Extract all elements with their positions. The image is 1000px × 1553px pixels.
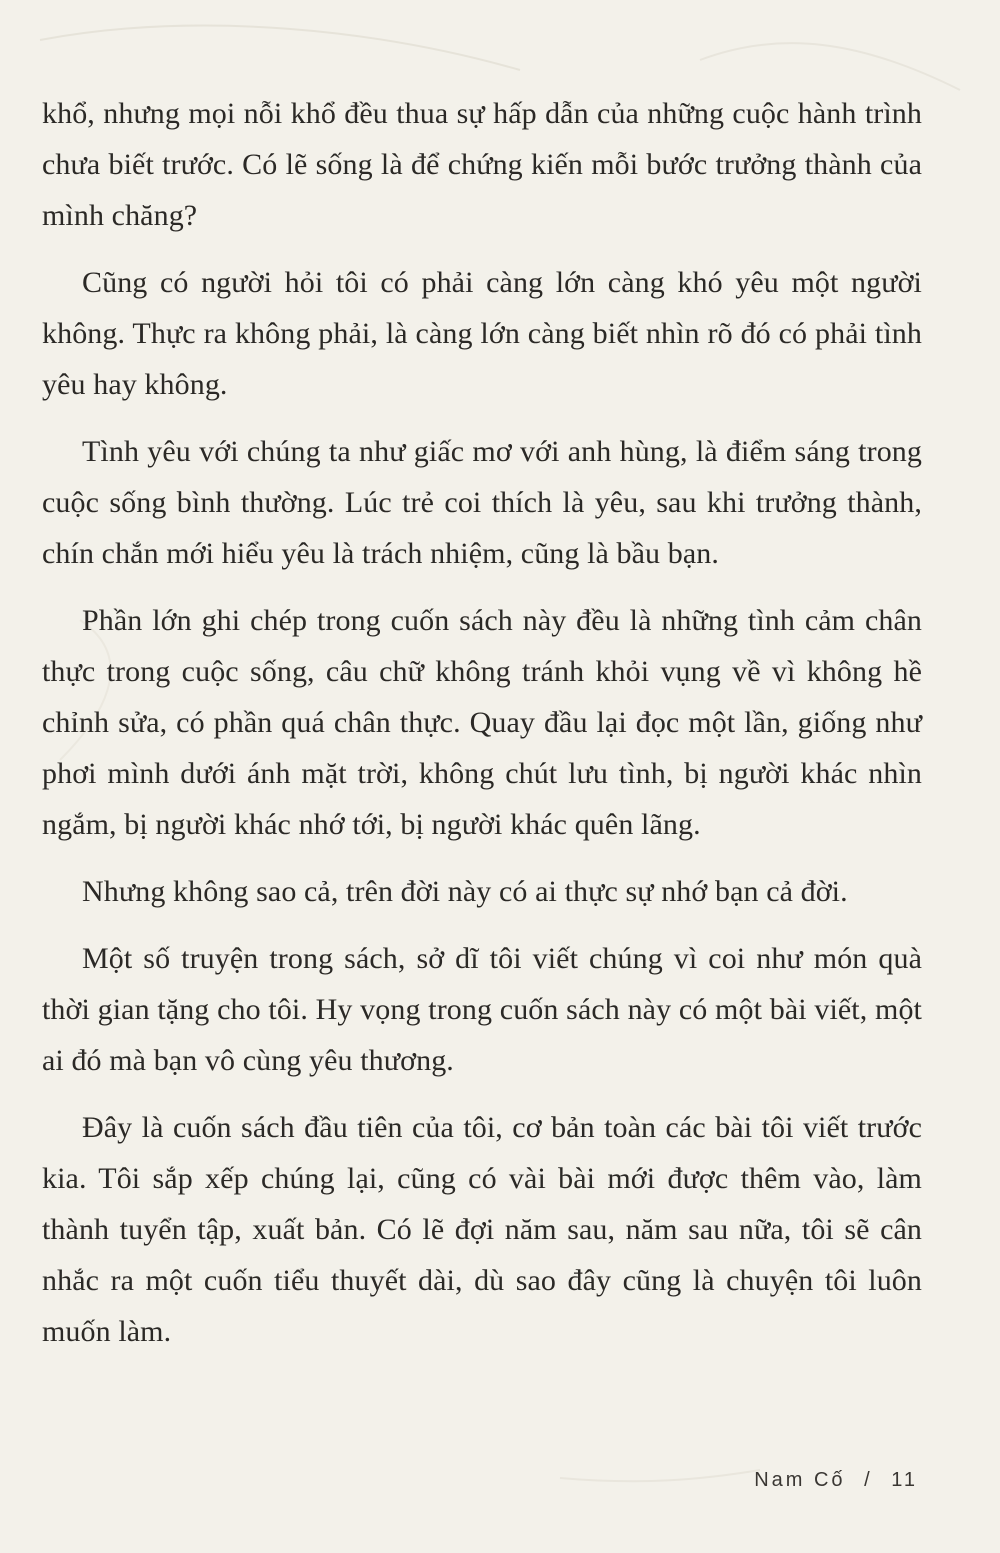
paragraph-7: Đây là cuốn sách đầu tiên của tôi, cơ bản toàn các bài tôi viết trước kia. Tôi sắp xếp chúng lại, cũng có vài bài mới được thêm vào, làm thành tuyển tập, xuất bản. Có lẽ đợi năm sau, năm sau nữa, tôi sẽ cân nhắc ra một cuốn tiểu thuyết dài, dù sao đây cũng là chuyện tôi luôn muốn làm. <box>42 1111 922 1348</box>
page-footer <box>754 1469 918 1492</box>
paragraph-4: Phần lớn ghi chép trong cuốn sách này đều là những tình cảm chân thực trong cuộc sống, câu chữ không tránh khỏi vụng về vì không hề chỉnh sửa, có phần quá chân thực. Quay đầu lại đọc một lần, giống như phơi mình dưới ánh mặt trời, không chút lưu tình, bị người khác nhìn ngắm, bị người khác nhớ tới, bị người khác quên lãng. <box>42 604 922 841</box>
paragraph-6: Một số truyện trong sách, sở dĩ tôi viết chúng vì coi như món quà thời gian tặng cho tôi. Hy vọng trong cuốn sách này có một bài viết, một ai đó mà bạn vô cùng yêu thương. <box>42 942 922 1077</box>
footer-author: Nam Cố <box>754 1469 846 1491</box>
paragraph-2: Cũng có người hỏi tôi có phải càng lớn càng khó yêu một người không. Thực ra không phải, là càng lớn càng biết nhìn rõ đó có phải tình yêu hay không. <box>42 266 922 401</box>
paragraph-1: khổ, nhưng mọi nỗi khổ đều thua sự hấp dẫn của những cuộc hành trình chưa biết trước. Có lẽ sống là để chứng kiến mỗi bước trưởng thành của mình chăng? <box>42 97 922 232</box>
paragraph-5: Nhưng không sao cả, trên đời này có ai thực sự nhớ bạn cả đời. <box>82 875 848 908</box>
paragraph-3: Tình yêu với chúng ta như giấc mơ với anh hùng, là điểm sáng trong cuộc sống bình thường. Lúc trẻ coi thích là yêu, sau khi trưởng thành, chín chắn mới hiểu yêu là trách nhiệm, cũng là bầu bạn. <box>42 435 922 570</box>
footer-separator: / <box>864 1469 873 1491</box>
page-number: 11 <box>891 1469 918 1491</box>
body-text <box>42 88 922 1373</box>
